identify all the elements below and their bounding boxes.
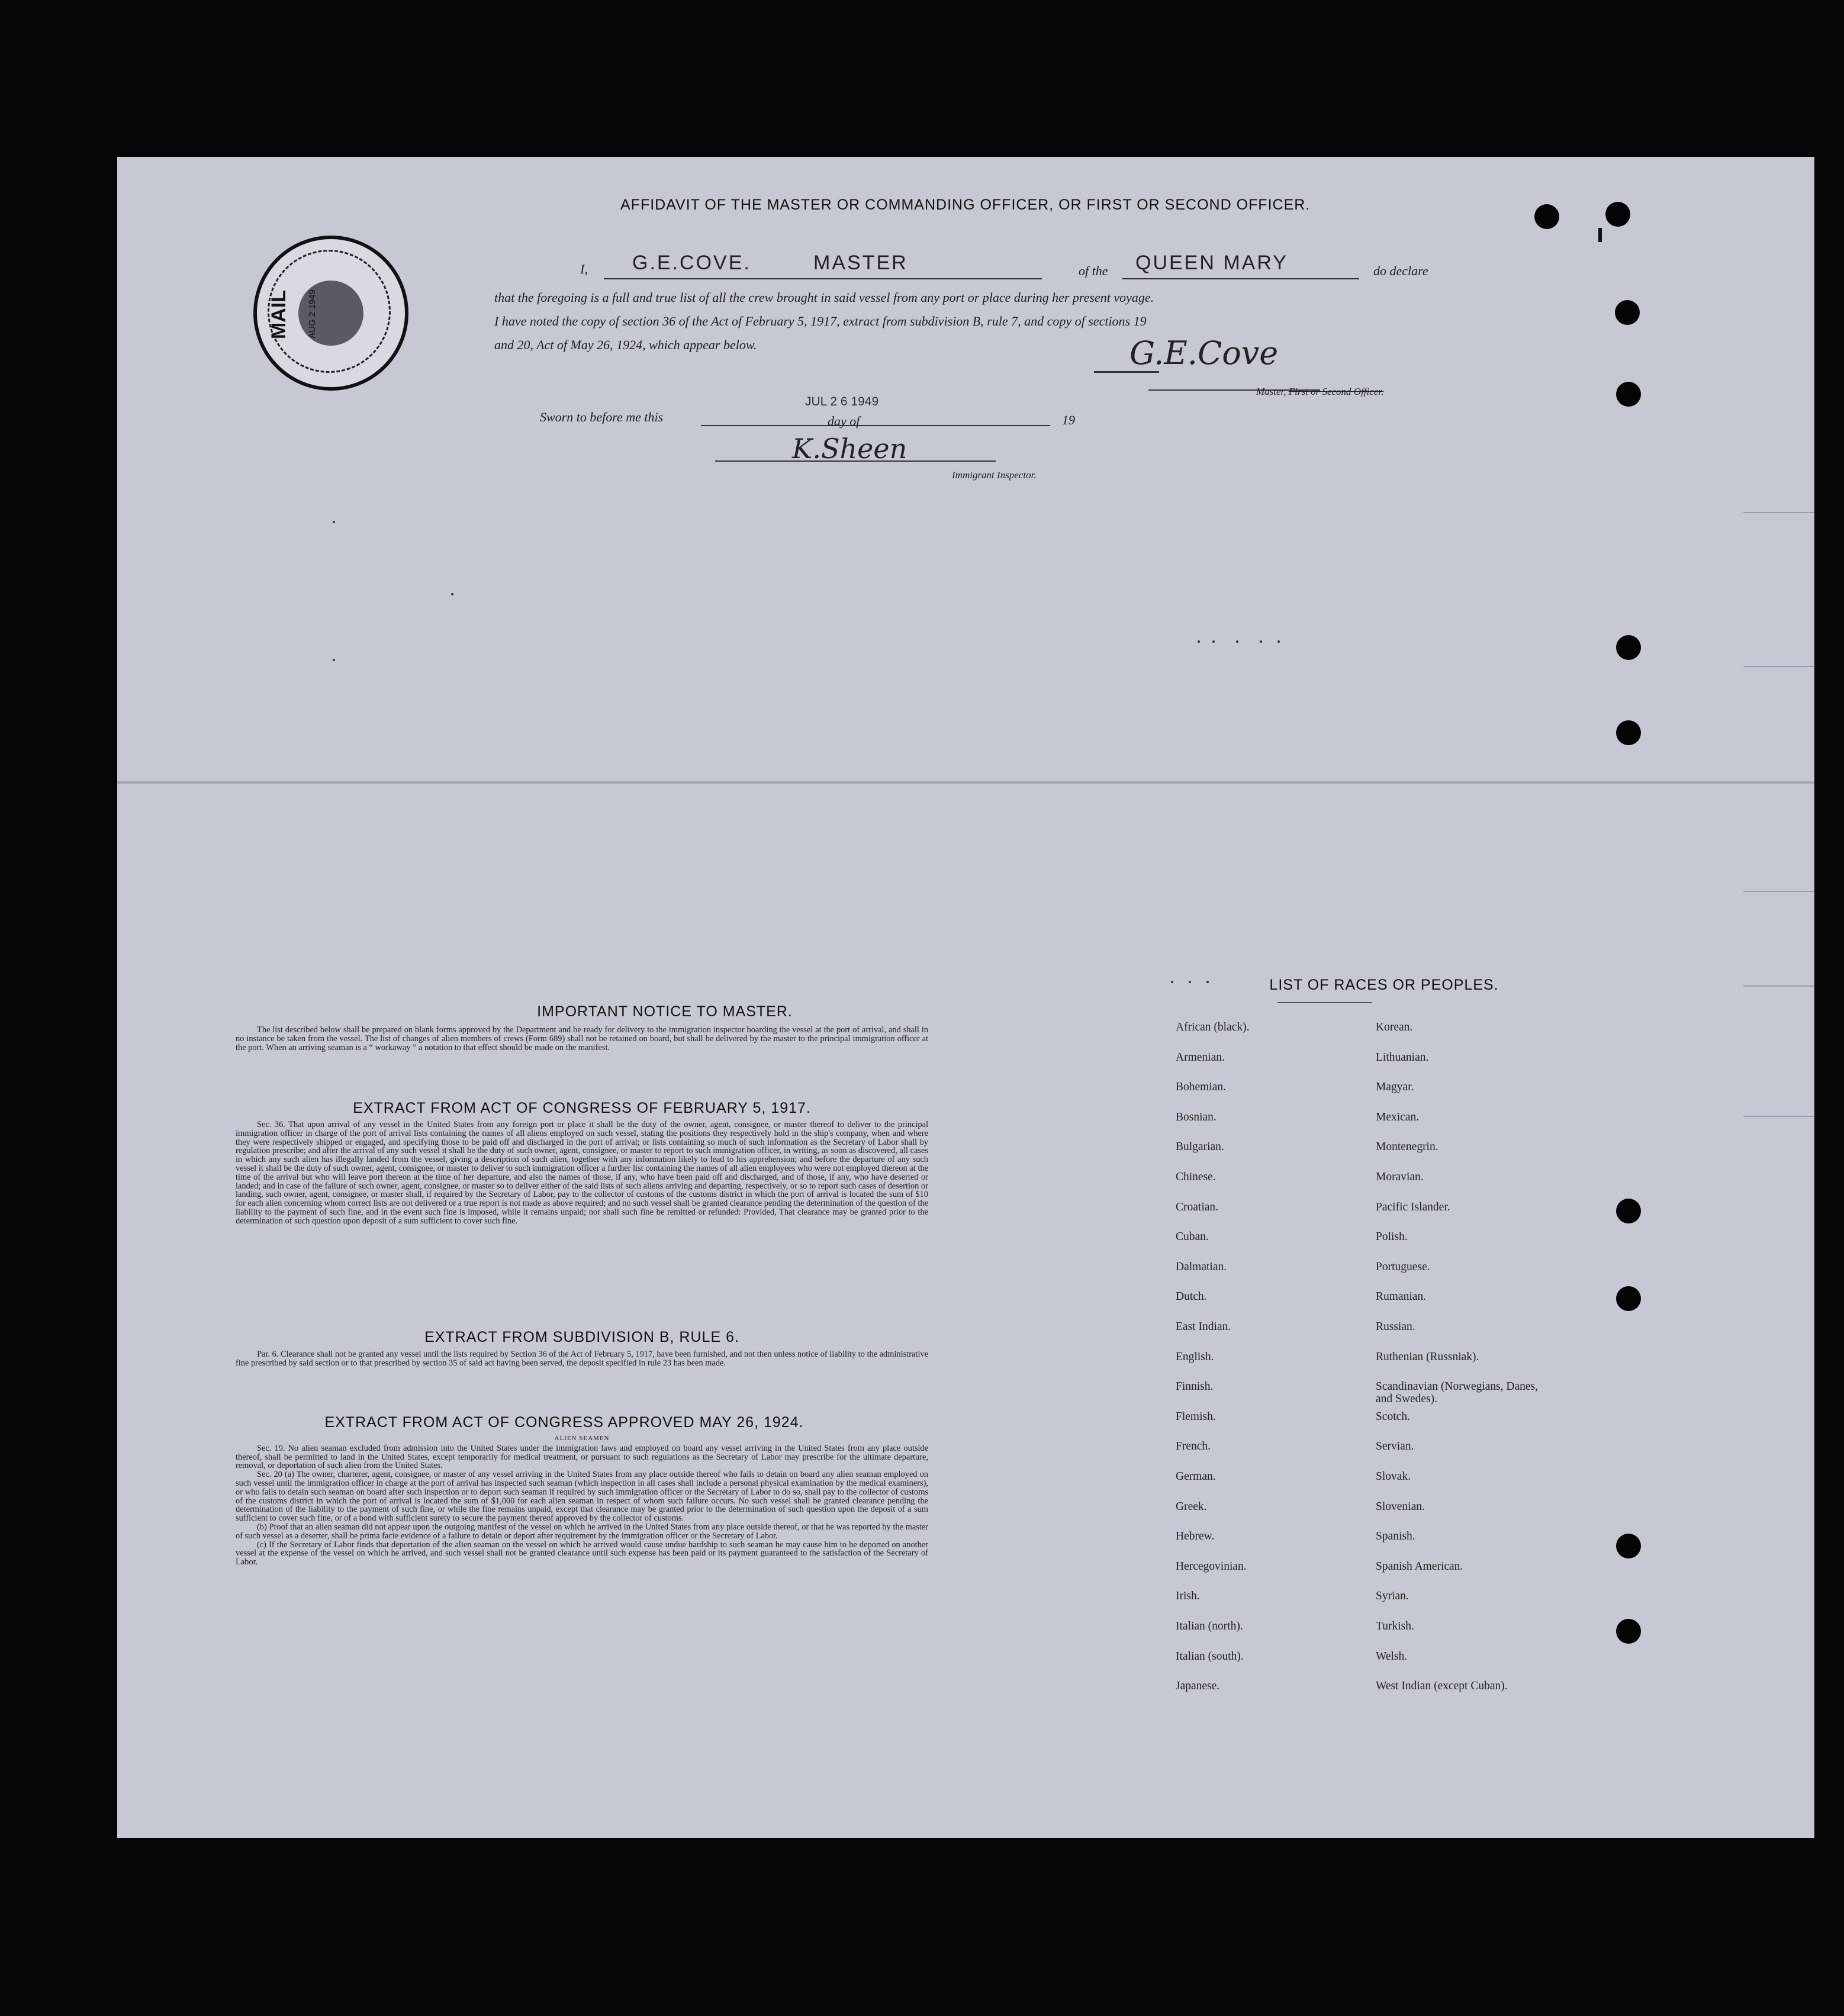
race-item: Montenegrin. bbox=[1376, 1141, 1438, 1154]
race-item: Bosnian. bbox=[1176, 1110, 1217, 1123]
race-item: Japanese. bbox=[1176, 1680, 1220, 1693]
inspector-caption: Immigrant Inspector. bbox=[952, 469, 1037, 481]
race-item: Mexican. bbox=[1376, 1110, 1420, 1123]
race-item: Croatian. bbox=[1176, 1200, 1219, 1213]
ink-mark bbox=[1598, 228, 1602, 242]
do-declare-label: do declare bbox=[1373, 263, 1428, 278]
races-title: LIST OF RACES OR PEOPLES. bbox=[1269, 977, 1499, 993]
race-item: Magyar. bbox=[1376, 1081, 1414, 1094]
inspector-signature: K.Sheen bbox=[792, 433, 907, 465]
race-item: Spanish. bbox=[1376, 1530, 1415, 1543]
race-item: Turkish. bbox=[1376, 1620, 1414, 1632]
punch-hole bbox=[1616, 1286, 1641, 1311]
race-item: Cuban. bbox=[1176, 1231, 1209, 1244]
race-item: Bohemian. bbox=[1176, 1081, 1227, 1094]
notice-title: IMPORTANT NOTICE TO MASTER. bbox=[537, 1003, 793, 1020]
subdivision-b-body: Par. 6. Clearance shall not be granted any vessel until the lists required by Section 36 of the Act of February 5, 1917, have been furnished, and not then unless notice of liability to the administrative fine prescribed by said section or to that prescribed by section 35 of said act having been served, the deposit specified in rule 23 has been made. bbox=[236, 1350, 928, 1368]
race-item: Korean. bbox=[1376, 1021, 1413, 1033]
master-name-line bbox=[604, 278, 1042, 279]
affidavit-title: AFFIDAVIT OF THE MASTER OR COMMANDING OFFICER, OR FIRST OR SECOND OFFICER. bbox=[620, 197, 1311, 213]
affidavit-body-line: and 20, Act of May 26, 1924, which appear below. bbox=[494, 337, 757, 352]
document-page bbox=[117, 157, 1814, 1838]
races-list bbox=[1176, 1021, 1590, 1838]
master-name: G.E.COVE. bbox=[632, 252, 751, 274]
race-item: Scotch. bbox=[1376, 1410, 1410, 1423]
inspector-line bbox=[715, 460, 996, 462]
page-fold bbox=[117, 781, 1814, 784]
race-item: African (black). bbox=[1176, 1021, 1250, 1033]
vessel-name: QUEEN MARY bbox=[1135, 252, 1288, 274]
race-item: Bulgarian. bbox=[1176, 1141, 1224, 1154]
race-item: Hercegovinian. bbox=[1176, 1560, 1247, 1573]
extract-1917-title: EXTRACT FROM ACT OF CONGRESS OF FEBRUARY 5, 1917. bbox=[353, 1100, 811, 1116]
race-item: Ruthenian (Russniak). bbox=[1376, 1350, 1479, 1363]
notice-body: The list described below shall be prepared on blank forms approved by the Department and be ready for delivery to the immigration inspector boarding the vessel at the port of arrival, and shall in no instance be taken from the vessel. The list of changes of alien members of crews (Form 689) shall not be retained on board, but shall be delivered by the master to the principal immigration officer at the port. When an arriving seaman is a “ workaway ” a notation to that effect should be made on the manifest. bbox=[236, 1025, 928, 1052]
race-item: Portuguese. bbox=[1376, 1260, 1430, 1273]
punch-hole bbox=[1616, 720, 1641, 745]
master-title: MASTER bbox=[813, 252, 908, 274]
signature-caption: Master, First or Second Officer. bbox=[1256, 386, 1384, 397]
punch-hole bbox=[1616, 1534, 1641, 1558]
race-item: Hebrew. bbox=[1176, 1530, 1215, 1543]
bleed-through-line bbox=[1743, 512, 1814, 513]
race-item: Moravian. bbox=[1376, 1171, 1424, 1183]
races-title-rule bbox=[1277, 1002, 1372, 1003]
race-item: Greek. bbox=[1176, 1500, 1207, 1513]
race-item: English. bbox=[1176, 1350, 1214, 1363]
of-the-label: of the bbox=[1079, 263, 1108, 278]
race-item: Pacific Islander. bbox=[1376, 1200, 1450, 1213]
affidavit-body-line: I have noted the copy of section 36 of the Act of February 5, 1917, extract from subdivision B, rule 7, and copy of sections 19 bbox=[494, 314, 1147, 329]
race-item: Rumanian. bbox=[1376, 1290, 1427, 1303]
race-item: Syrian. bbox=[1376, 1590, 1409, 1603]
race-item: Chinese. bbox=[1176, 1171, 1216, 1183]
bleed-through-line bbox=[1743, 1116, 1814, 1117]
day-of-label: day of bbox=[828, 414, 860, 429]
affidavit-body bbox=[494, 286, 1560, 357]
race-item: Slovenian. bbox=[1376, 1500, 1425, 1513]
race-item: Scandinavian (Norwegians, Danes, and Swedes). bbox=[1376, 1380, 1538, 1406]
punch-hole bbox=[1616, 1619, 1641, 1644]
race-item: Spanish American. bbox=[1376, 1560, 1463, 1573]
extract-1924-title: EXTRACT FROM ACT OF CONGRESS APPROVED MAY 26, 1924. bbox=[324, 1414, 804, 1431]
extract-1917-body: Sec. 36. That upon arrival of any vessel in the United States from any foreign port or place it shall be the duty of the owner, agent, consignee, or master thereof to deliver to the principal immigration officer in charge of the port of arrival lists containing the names of all aliens employed on such vessel, stating the positions they respectively hold in the ship's company, when and where they were respectively shipped or engaged, and specifying those to be paid off and discharged in the port of arrival; or lists containing so much of such information as the Secretary of Labor shall by regulation prescribe; and after the arrival of any such vessel it shall be the duty of such owner, agent, consignee, or master to report to such immigration officer, in writing, as soon as discovered, all cases in which any such alien has illegally landed from the vessel, giving a description of such alien, together with any information likely to lead to his apprehension; and before the departure of any such vessel it shall be the duty of such owner, agent, consignee, or master to deliver to such immigration officer a further list containing the names of all alien employees who were not employed thereon at the time of the arrival but who will leave port thereon at the time of her departure, and also the names of those, if any, who have been paid off and discharged, and of those, if any, who have deserted or landed; and in case of the failure of such owner, agent, consignee, or master so to deliver either of the said lists of such aliens arriving and departing, respectively, or so to report such cases of desertion or landing, such owner, agent, consignee, or master shall, if required by the Secretary of Labor, pay to the collector of customs of the customs district in which the port of arrival is located the sum of $10 for each alien concerning whom correct lists are not delivered or a true report is not made as above required; and no such vessel shall be granted clearance pending the determination of the question of the liability to the payment of such fine, and in the event such fine is imposed, while it remains unpaid; nor shall such fine be remitted or refunded: Provided, That clearance may be granted prior to the determination of such question upon deposit of a sum sufficient to cover such fine. bbox=[236, 1120, 928, 1226]
punch-hole bbox=[1616, 635, 1641, 660]
affidavit-body-line: that the foregoing is a full and true list of all the crew brought in said vessel from any port or place during her present voyage. bbox=[494, 290, 1154, 305]
affidavit-i-label: I, bbox=[580, 262, 588, 276]
race-item: Polish. bbox=[1376, 1231, 1408, 1244]
sworn-label: Sworn to before me this bbox=[540, 410, 664, 424]
race-item: East Indian. bbox=[1176, 1321, 1231, 1333]
punch-hole bbox=[1615, 300, 1640, 325]
extract-1924-body: ALIEN SEAMEN Sec. 19. No alien seaman excluded from admission into the United States under the immigration laws and employed on board any vessel arriving in the United States from any place outside thereof, shall be permitted to land in the United States, except temporarily for medical treatment, or pursuant to such regulations as the Secretary of Labor may prescribe for the ultimate departure, removal, or deportation of such alien from the United States. Sec. 20 (a) The owner, charterer, agent, consignee, or master of any vessel arriving in the United States from any place outside thereof who fails to detain on board any alien seaman employed on such vessel until the immigration officer in charge at the port of arrival has inspected such seaman (which inspection in all cases shall include a personal physical examination by the medical examiners), or who fails to detain such seaman on board after such inspection or to deport such seaman if required by such immigration officer or the Secretary of Labor to do so, shall pay to the collector of customs of the customs district in which the port of arrival is located the sum of $1,000 for each alien seaman in respect of whom such failure occurs. No such vessel shall be granted clearance pending the determination of the liability to the payment of such fine, or while the fine remains unpaid, except that clearance may be granted prior to the determination of such question upon the deposit of a sum sufficient to cover such fine, or of a bond with sufficient surety to secure the payment thereof approved by the collector of customs. (b) Proof that an alien seaman did not appear upon the outgoing manifest of the vessel on which he arrived in the United States from any place outside thereof, or that he was reported by the master of such vessel as a deserter, shall be prima facie evidence of a failure to detain or deport after requirement by the immigration officer or the Secretary of Labor. (c) If the Secretary of Labor finds that deportation of the alien seaman on the vessel on which he arrived would cause undue hardship to such seaman he may cause him to be deported on another vessel at the expense of the vessel on which he arrived, and such vessel shall not be granted clearance until such expense has been paid or its payment guaranteed to the satisfaction of the Secretary of Labor. bbox=[236, 1435, 928, 1567]
race-item: Slovak. bbox=[1376, 1470, 1411, 1483]
race-item: Welsh. bbox=[1376, 1650, 1408, 1663]
vessel-line bbox=[1122, 278, 1359, 279]
race-item: Italian (north). bbox=[1176, 1620, 1243, 1632]
race-item: Dalmatian. bbox=[1176, 1260, 1227, 1273]
race-item: West Indian (except Cuban). bbox=[1376, 1680, 1508, 1693]
race-item: French. bbox=[1176, 1440, 1211, 1453]
master-signature: G.E.Cove bbox=[1129, 334, 1279, 372]
mail-postmark: MAIL AUG 2 1949 bbox=[253, 236, 408, 391]
race-item: Armenian. bbox=[1176, 1051, 1225, 1064]
bleed-through-line bbox=[1743, 891, 1814, 892]
race-item: Italian (south). bbox=[1176, 1650, 1244, 1663]
race-item: Flemish. bbox=[1176, 1410, 1216, 1423]
race-item: Russian. bbox=[1376, 1321, 1415, 1333]
punch-hole bbox=[1616, 382, 1641, 407]
bleed-through-line bbox=[1743, 986, 1814, 987]
bleed-through-line bbox=[1743, 666, 1814, 667]
punch-hole bbox=[1616, 1199, 1641, 1223]
subdivision-b-title: EXTRACT FROM SUBDIVISION B, RULE 6. bbox=[424, 1329, 739, 1345]
race-item: Lithuanian. bbox=[1376, 1051, 1429, 1064]
race-item: Irish. bbox=[1176, 1590, 1200, 1603]
sworn-date-stamp: JUL 2 6 1949 bbox=[805, 395, 879, 408]
signature-flourish bbox=[1094, 371, 1159, 373]
sworn-date-line bbox=[701, 425, 1050, 426]
race-item: Finnish. bbox=[1176, 1380, 1214, 1393]
year-prefix: 19 bbox=[1062, 413, 1075, 427]
race-item: Dutch. bbox=[1176, 1290, 1207, 1303]
race-item: German. bbox=[1176, 1470, 1216, 1483]
race-item: Servian. bbox=[1376, 1440, 1414, 1453]
